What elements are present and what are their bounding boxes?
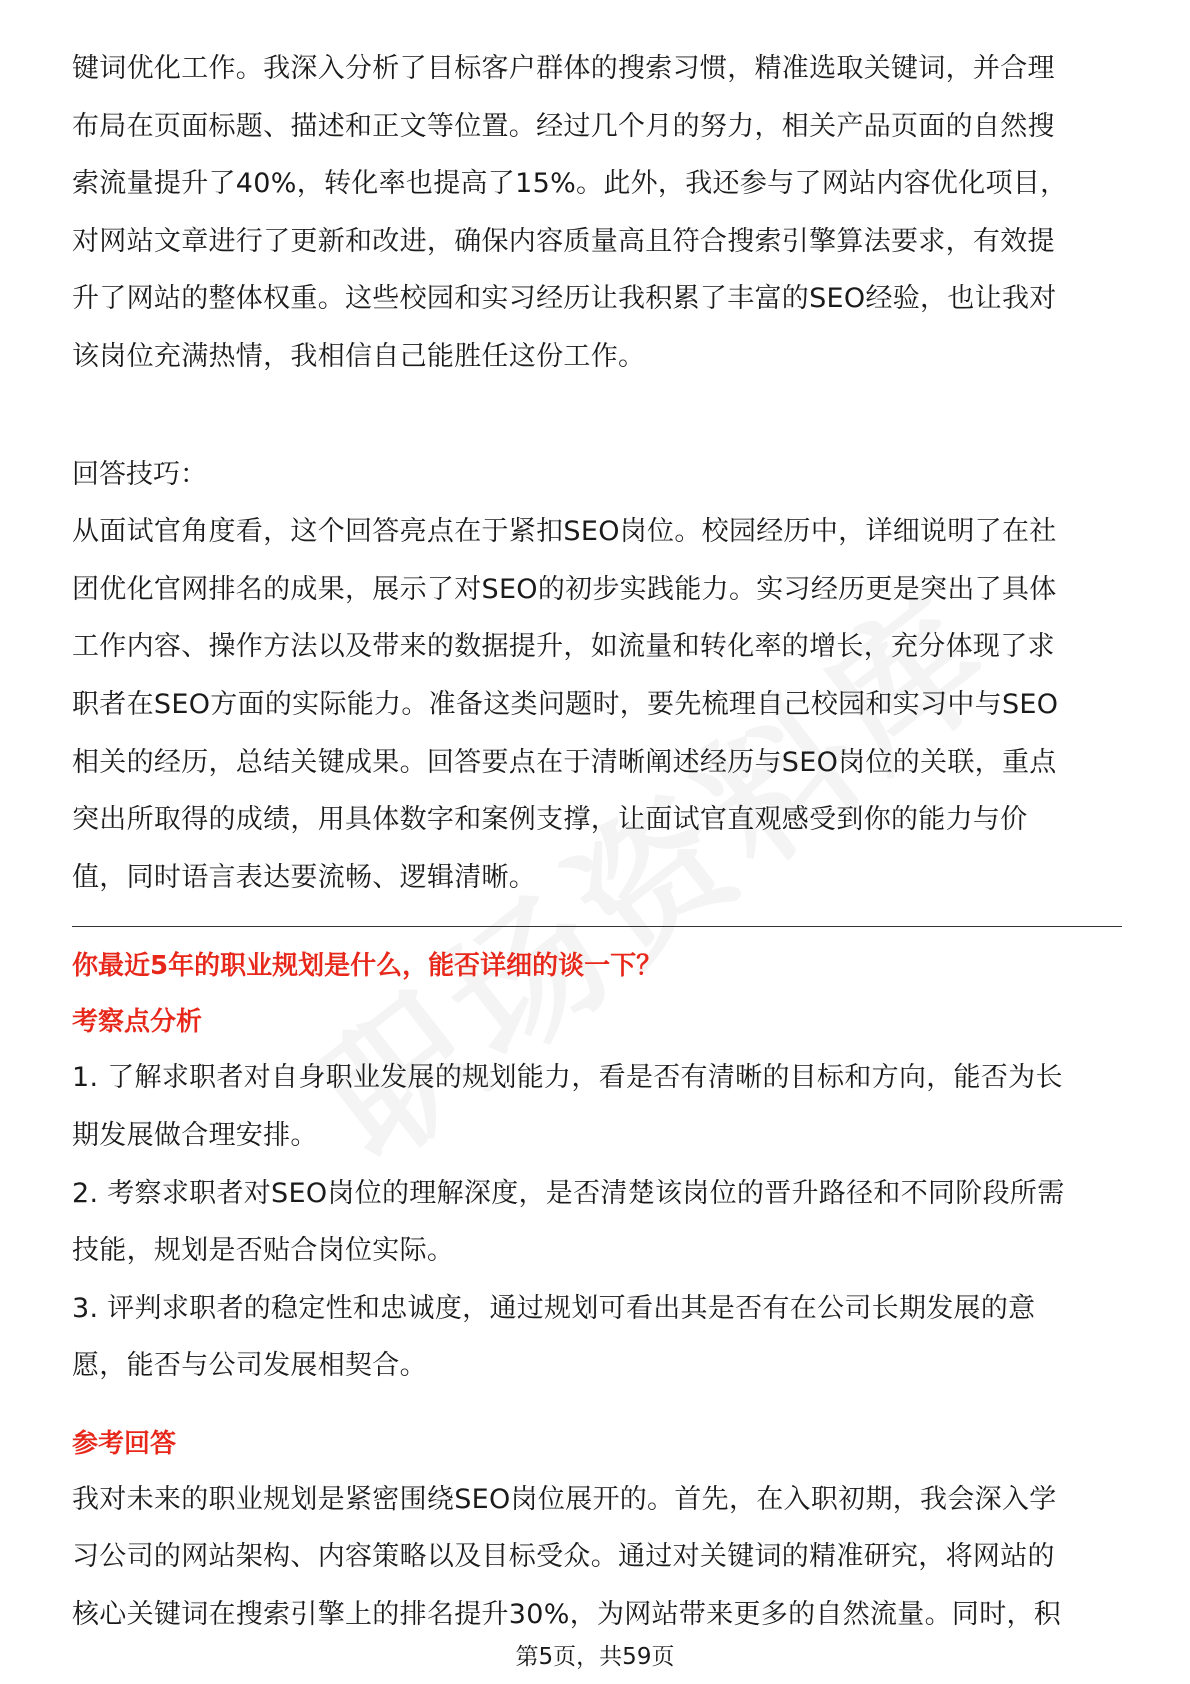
- text-line: 从面试官角度看，这个回答亮点在于紧扣SEO岗位。校园经历中，详细说明了在社: [72, 516, 1057, 548]
- tips-label: 回答技巧：: [72, 458, 207, 490]
- tips-section: [72, 446, 1122, 907]
- text-line: 1. 了解求职者对自身职业发展的规划能力，看是否有清晰的目标和方向，能否为长: [72, 1062, 1063, 1094]
- text-line: 索流量提升了40%，转化率也提高了15%。此外，我还参与了网站内容优化项目，: [72, 168, 1068, 200]
- text-line: 团优化官网排名的成果，展示了对SEO的初步实践能力。实习经历更是突出了具体: [72, 573, 1057, 605]
- text-line: 升了网站的整体权重。这些校园和实习经历让我积累了丰富的SEO经验，也让我对: [72, 283, 1057, 315]
- text-line: 布局在页面标题、描述和正文等位置。经过几个月的努力，相关产品页面的自然搜: [72, 110, 1055, 142]
- document-page: [72, 40, 1122, 1644]
- section-divider: [72, 926, 1122, 927]
- text-line: 技能，规划是否贴合岗位实际。: [72, 1235, 455, 1267]
- text-line: 核心关键词在搜索引擎上的排名提升30%，为网站带来更多的自然流量。同时，积: [72, 1599, 1062, 1631]
- text-line: 值，同时语言表达要流畅、逻辑清晰。: [72, 861, 537, 893]
- text-line: 习公司的网站架构、内容策略以及目标受众。通过对关键词的精准研究，将网站的: [72, 1541, 1055, 1573]
- text-line: 工作内容、操作方法以及带来的数据提升，如流量和转化率的增长，充分体现了求: [72, 631, 1055, 663]
- text-line: 2. 考察求职者对SEO岗位的理解深度，是否清楚该岗位的晋升路径和不同阶段所需: [72, 1177, 1065, 1209]
- text-line: 键词优化工作。我深入分析了目标客户群体的搜索习惯，精准选取关键词，并合理: [72, 53, 1055, 84]
- text-line: 3. 评判求职者的稳定性和忠诚度，通过规划可看出其是否有在公司长期发展的意: [72, 1292, 1036, 1324]
- interview-question: 你最近5年的职业规划是什么，能否详细的谈一下？: [72, 951, 663, 982]
- reference-section: [72, 1417, 1122, 1644]
- analysis-heading: 考察点分析: [72, 1007, 203, 1038]
- intro-paragraph: [72, 40, 1122, 386]
- text-line: 该岗位充满热情，我相信自己能胜任这份工作。: [72, 340, 646, 372]
- text-line: 对网站文章进行了更新和改进，确保内容质量高且符合搜索引擎算法要求，有效提: [72, 225, 1055, 257]
- text-line: 我对未来的职业规划是紧密围绕SEO岗位展开的。首先，在入职初期，我会深入学: [72, 1483, 1057, 1515]
- text-line: 突出所取得的成绩，用具体数字和案例支撑，让面试官直观感受到你的能力与价: [72, 804, 1028, 836]
- text-line: 职者在SEO方面的实际能力。准备这类问题时，要先梳理自己校园和实习中与SEO: [72, 688, 1059, 720]
- page-number: 第5页，共59页: [515, 1644, 675, 1670]
- analysis-section: [72, 995, 1122, 1395]
- text-line: 相关的经历，总结关键成果。回答要点在于清晰阐述经历与SEO岗位的关联，重点: [72, 746, 1057, 778]
- text-line: 期发展做合理安排。: [72, 1119, 318, 1151]
- text-line: 愿，能否与公司发展相契合。: [72, 1350, 427, 1382]
- reference-heading: 参考回答: [72, 1428, 177, 1459]
